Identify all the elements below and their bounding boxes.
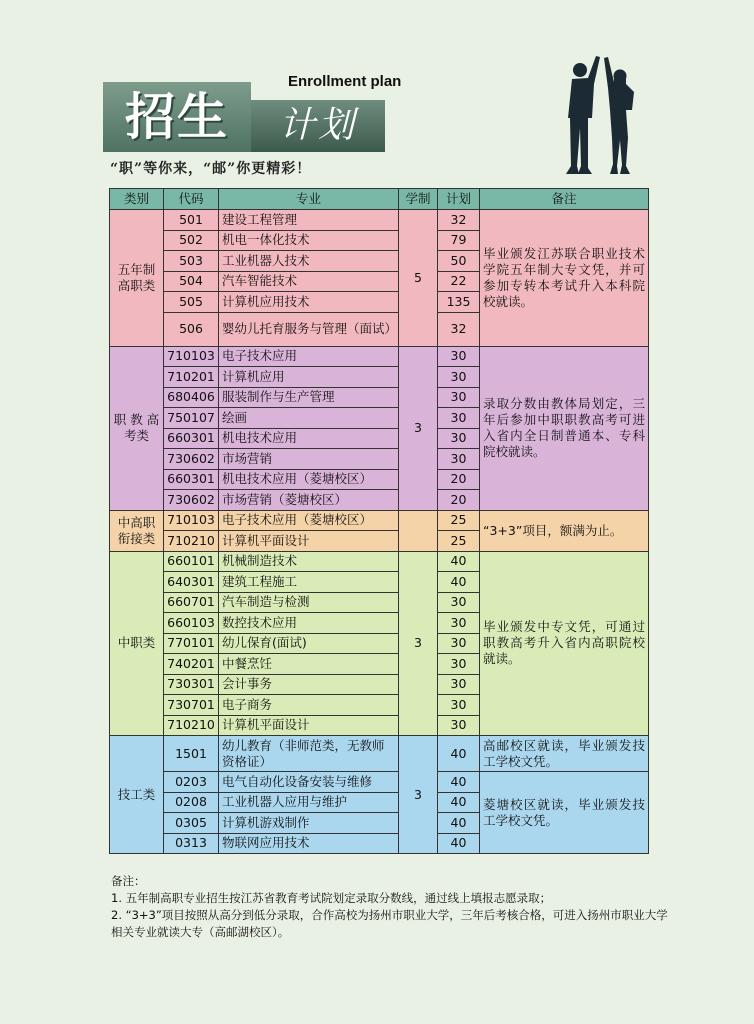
plan-cell: 40 [438, 772, 480, 793]
category-cell: 中职类 [110, 551, 164, 736]
plan-cell: 20 [438, 490, 480, 511]
major-cell: 绘画 [219, 408, 399, 429]
title-right: 计划 [251, 100, 385, 152]
plan-cell: 30 [438, 346, 480, 367]
code-cell: 710210 [164, 531, 219, 552]
plan-cell: 30 [438, 408, 480, 429]
major-cell: 物联网应用技术 [219, 833, 399, 854]
plan-cell: 40 [438, 833, 480, 854]
plan-cell: 30 [438, 592, 480, 613]
major-cell: 计算机平面设计 [219, 715, 399, 736]
category-cell: 五年制高职类 [110, 210, 164, 347]
major-cell: 建设工程管理 [219, 210, 399, 231]
plan-cell: 50 [438, 251, 480, 272]
plan-cell: 30 [438, 613, 480, 634]
plan-cell: 135 [438, 292, 480, 313]
table-row [110, 772, 649, 793]
code-cell: 503 [164, 251, 219, 272]
major-cell: 工业机器人应用与维护 [219, 792, 399, 813]
code-cell: 660301 [164, 469, 219, 490]
code-cell: 710103 [164, 346, 219, 367]
duration-cell: 3 [399, 551, 438, 736]
major-cell: 婴幼儿托育服务与管理（面试） [219, 312, 399, 346]
code-cell: 660103 [164, 613, 219, 634]
title-banner [103, 82, 385, 152]
plan-cell: 22 [438, 271, 480, 292]
high-five-couple-silhouette-icon [548, 48, 658, 178]
code-cell: 0203 [164, 772, 219, 793]
major-cell: 电子商务 [219, 695, 399, 716]
category-cell: 技工类 [110, 736, 164, 854]
header-plan: 计划 [438, 189, 480, 210]
code-cell: 710103 [164, 510, 219, 531]
table-row [110, 736, 649, 772]
table-body [110, 210, 649, 854]
major-cell: 机电技术应用 [219, 428, 399, 449]
duration-cell: 3 [399, 736, 438, 854]
duration-cell: 5 [399, 210, 438, 347]
code-cell: 730701 [164, 695, 219, 716]
major-cell: 电子技术应用 [219, 346, 399, 367]
major-cell: 市场营销（菱塘校区） [219, 490, 399, 511]
table-row [110, 210, 649, 231]
plan-cell: 30 [438, 449, 480, 470]
plan-cell: 30 [438, 654, 480, 675]
enrollment-table [109, 188, 649, 854]
code-cell: 1501 [164, 736, 219, 772]
footnote-item-2: 2. “3+3”项目按照从高分到低分录取，合作高校为扬州市职业大学，三年后考核合格，可进入扬州市职业大学相关专业就读大专（高邮湖校区）。 [111, 908, 668, 939]
major-cell: 幼儿保育(面试) [219, 633, 399, 654]
slogan: “职”等你来，“邮”你更精彩！ [110, 161, 312, 177]
major-cell: 幼儿教育（非师范类，无教师资格证） [219, 736, 399, 772]
header-duration: 学制 [399, 189, 438, 210]
duration-cell: 3 [399, 346, 438, 510]
code-cell: 740201 [164, 654, 219, 675]
plan-cell: 30 [438, 387, 480, 408]
header-notes: 备注 [480, 189, 649, 210]
plan-cell: 30 [438, 695, 480, 716]
notes-cell: 录取分数由教体局划定，三年后参加中职职教高考可进入省内全日制普通本、专科院校就读。 [480, 346, 649, 510]
category-cell: 中高职衔接类 [110, 510, 164, 551]
major-cell: 市场营销 [219, 449, 399, 470]
major-cell: 机电一体化技术 [219, 230, 399, 251]
english-title: Enrollment plan [288, 73, 402, 90]
code-cell: 0305 [164, 813, 219, 834]
notes-cell: 毕业颁发中专文凭，可通过职教高考升入省内高职院校就读。 [480, 551, 649, 736]
notes-cell: 毕业颁发江苏联合职业技术学院五年制大专文凭，并可参加专转本考试升入本科院校就读。 [480, 210, 649, 347]
major-cell: 计算机应用 [219, 367, 399, 388]
notes-cell: 菱塘校区就读，毕业颁发技工学校文凭。 [480, 772, 649, 854]
code-cell: 680406 [164, 387, 219, 408]
code-cell: 0208 [164, 792, 219, 813]
duration-cell [399, 510, 438, 551]
major-cell: 服装制作与生产管理 [219, 387, 399, 408]
category-cell: 职 教 高考类 [110, 346, 164, 510]
notes-cell: 高邮校区就读，毕业颁发技工学校文凭。 [480, 736, 649, 772]
plan-cell: 32 [438, 312, 480, 346]
plan-cell: 30 [438, 715, 480, 736]
plan-cell: 40 [438, 572, 480, 593]
code-cell: 0313 [164, 833, 219, 854]
plan-cell: 30 [438, 633, 480, 654]
major-cell: 计算机应用技术 [219, 292, 399, 313]
code-cell: 660701 [164, 592, 219, 613]
major-cell: 数控技术应用 [219, 613, 399, 634]
code-cell: 501 [164, 210, 219, 231]
major-cell: 汽车制造与检测 [219, 592, 399, 613]
plan-cell: 40 [438, 551, 480, 572]
code-cell: 710201 [164, 367, 219, 388]
code-cell: 504 [164, 271, 219, 292]
plan-cell: 30 [438, 428, 480, 449]
plan-cell: 25 [438, 531, 480, 552]
table-row [110, 510, 649, 531]
header-category: 类别 [110, 189, 164, 210]
major-cell: 中餐烹饪 [219, 654, 399, 675]
major-cell: 工业机器人技术 [219, 251, 399, 272]
major-cell: 汽车智能技术 [219, 271, 399, 292]
code-cell: 505 [164, 292, 219, 313]
table-row [110, 551, 649, 572]
code-cell: 710210 [164, 715, 219, 736]
code-cell: 770101 [164, 633, 219, 654]
footnote-heading: 备注： [111, 874, 146, 888]
major-cell: 建筑工程施工 [219, 572, 399, 593]
major-cell: 电气自动化设备安装与维修 [219, 772, 399, 793]
major-cell: 会计事务 [219, 674, 399, 695]
code-cell: 730301 [164, 674, 219, 695]
plan-cell: 25 [438, 510, 480, 531]
major-cell: 机械制造技术 [219, 551, 399, 572]
table-row [110, 346, 649, 367]
major-cell: 计算机游戏制作 [219, 813, 399, 834]
header-major: 专业 [219, 189, 399, 210]
footnotes [111, 873, 671, 941]
code-cell: 502 [164, 230, 219, 251]
plan-cell: 40 [438, 813, 480, 834]
code-cell: 506 [164, 312, 219, 346]
major-cell: 电子技术应用（菱塘校区） [219, 510, 399, 531]
code-cell: 640301 [164, 572, 219, 593]
major-cell: 计算机平面设计 [219, 531, 399, 552]
code-cell: 730602 [164, 490, 219, 511]
notes-cell: “3+3”项目，额满为止。 [480, 510, 649, 551]
header-code: 代码 [164, 189, 219, 210]
plan-cell: 30 [438, 674, 480, 695]
plan-cell: 40 [438, 736, 480, 772]
footnote-item-1: 1. 五年制高职专业招生按江苏省教育考试院划定录取分数线，通过线上填报志愿录取； [111, 891, 552, 905]
major-cell: 机电技术应用（菱塘校区） [219, 469, 399, 490]
plan-cell: 40 [438, 792, 480, 813]
code-cell: 660101 [164, 551, 219, 572]
plan-cell: 30 [438, 367, 480, 388]
title-left: 招生 [103, 82, 251, 152]
code-cell: 660301 [164, 428, 219, 449]
code-cell: 730602 [164, 449, 219, 470]
code-cell: 750107 [164, 408, 219, 429]
table-header-row [110, 189, 649, 210]
plan-cell: 32 [438, 210, 480, 231]
plan-cell: 79 [438, 230, 480, 251]
plan-cell: 20 [438, 469, 480, 490]
